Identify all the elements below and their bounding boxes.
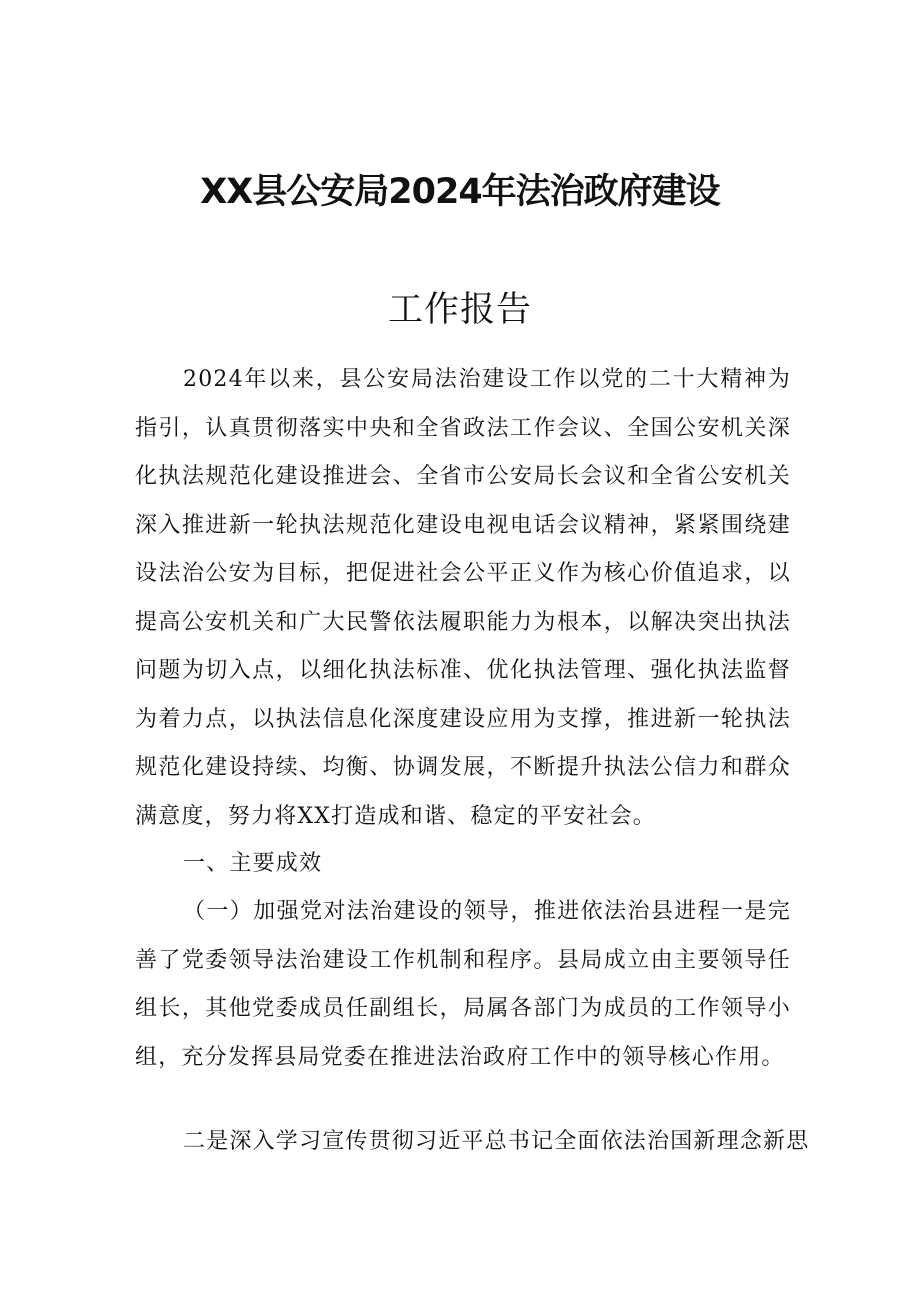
continuation-paragraph: 二是深入学习宣传贯彻习近平总书记全面依法治国新理念新思 [183,1129,810,1154]
document-title-line-1: XX县公安局2024年法治政府建设 [200,172,720,212]
intro-paragraph: 2024年以来，县公安局法治建设工作以党的二十大精神为指引，认真贯彻落实中央和全省政法工作会议、全国公安机关深化执法规范化建设推进会、全省市公安局长会议和全省公安机关深入推进新一轮执法规范化建设电视电话会议精神，紧紧围绕建设法治公安为目标，把促进社会公平正义作为核心价值追求，以提高公安机关和广大民警依法履职能力为根本，以解决突出执法问题为切入点，以细化执法标准、优化执法管理、强化执法监督为着力点，以执法信息化深度建设应用为支撑，推进新一轮执法规范化建设持续、均衡、协调发展，不断提升执法公信力和群众满意度，努力将XX打造成和谐、稳定的平安社会。 [135,367,791,829]
document-title-line-2: 工作报告 [387,290,532,330]
subsection-paragraph: （一）加强党对法治建设的领导，推进依法治县进程一是完善了党委领导法治建设工作机制和程序。县局成立由主要领导任组长，其他党委成员任副组长，局属各部门为成员的工作领导小组，充分发挥县局党委在推进法治政府工作中的领导核心作用。 [135,899,791,1070]
section-heading: 一、主要成效 [183,851,323,876]
